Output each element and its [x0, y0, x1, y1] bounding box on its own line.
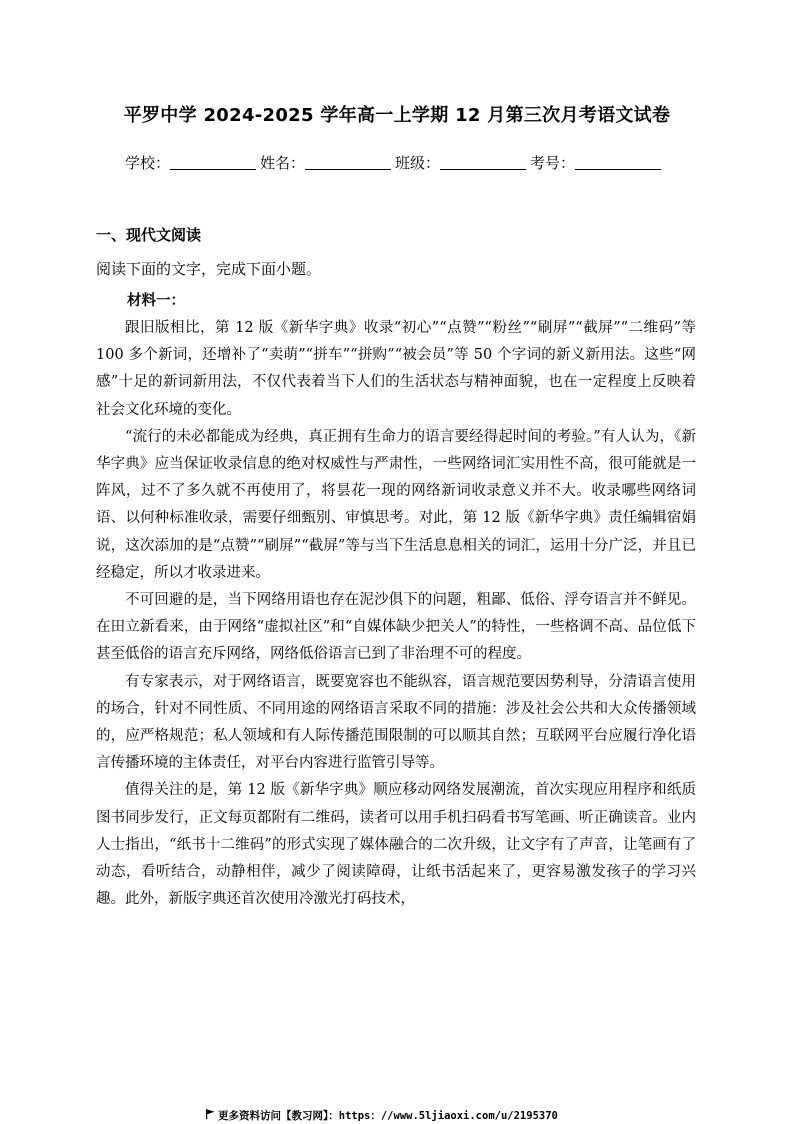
footer-link[interactable]	[206, 1108, 558, 1123]
passage-body	[96, 315, 696, 913]
exam-number-field	[530, 152, 665, 173]
passage-paragraph: 值得关注的是，第 12 版《新华字典》顺应移动网络发展潮流，首次实现应用程序和纸质图书同步发行，正文每页都附有二维码，读者可以用手机扫码看书写笔画、听正确读音。业内人士指出，“纸书十二维码”的形式实现了媒体融合的二次升级，让文字有了声音，让笔画有了动态，看听结合，动静相伴，减少了阅读障碍，让纸书活起来了，更容易激发孩子的学习兴趣。此外，新版字典还首次使用冷激光打码技术，	[96, 782, 696, 908]
name-field	[260, 152, 395, 173]
school-field	[125, 152, 260, 173]
passage-paragraph: 不可回避的是，当下网络用语也存在泥沙俱下的问题，粗鄙、低俗、浮夸语言并不鲜见。在田立新看来，由于网络“虚拟社区”和“自媒体缺少把关人”的特性，一些格调不高、品位低下甚至低俗的语言充斥网络，网络低俗语言已到了非治理不可的程度。	[96, 592, 696, 663]
student-info-row	[125, 152, 665, 173]
class-field	[395, 152, 530, 173]
exam-number-blank[interactable]	[575, 155, 661, 170]
passage-paragraph: 跟旧版相比，第 12 版《新华字典》收录“初心”“点赞”“粉丝”“刷屏”“截屏”“二维码”等 100 多个新词，还增补了“卖萌”“拼车”“拼购”“被会员”等 50 个字词的新义新用法。这些“网感”十足的新词新用法，不仅代表着当下人们的生活状态与精神面貌，也在一定程度上反映着社会文化环境的变化。	[96, 320, 696, 418]
material-label: 材料一：	[127, 292, 185, 309]
section-heading: 一、现代文阅读	[96, 226, 202, 244]
passage-paragraph: 有专家表示，对于网络语言，既要宽容也不能纵容，语言规范要因势利导，分清语言使用的场合，针对不同性质、不同用途的网络语言采取不同的措施：涉及社会公共和大众传播领域的，应严格规范；私人领域和有人际传播范围限制的可以顺其自然；互联网平台应履行净化语言传播环境的主体责任，对平台内容进行监管引导等。	[96, 673, 696, 772]
name-label: 姓名：	[260, 154, 306, 172]
passage-paragraph: “流行的未必都能成为经典，真正拥有生命力的语言要经得起时间的考验。”有人认为，《新华字典》应当保证收录信息的绝对权威性与严肃性，一些网络词汇实用性不高，很可能就是一阵风，过不了多久就不再使用了，将昙花一现的网络新词收录意义并不大。收录哪些网络词语、以何种标准收录，需要仔细甄别、审慎思考。对此，第 12 版《新华字典》责任编辑宿娟说，这次添加的是“点赞”“刷屏”“截屏”等与当下生活息息相关的词汇，运用十分广泛，并且已经稳定，所以才收录进来。	[96, 428, 696, 581]
class-blank[interactable]	[440, 155, 526, 170]
exam-number-label: 考号：	[530, 154, 576, 172]
school-blank[interactable]	[170, 155, 256, 170]
name-blank[interactable]	[305, 155, 391, 170]
school-label: 学校：	[125, 154, 171, 172]
class-label: 班级：	[395, 154, 441, 172]
footer-text: 更多资料访问【教习网】：https：//www.5ljiaoxi.com/u/2195370	[218, 1110, 558, 1122]
flag-icon	[206, 1109, 215, 1122]
page-title: 平罗中学 2024-2025 学年高一上学期 12 月第三次月考语文试卷	[123, 105, 671, 126]
reading-instruction: 阅读下面的文字，完成下面小题。	[96, 260, 322, 278]
